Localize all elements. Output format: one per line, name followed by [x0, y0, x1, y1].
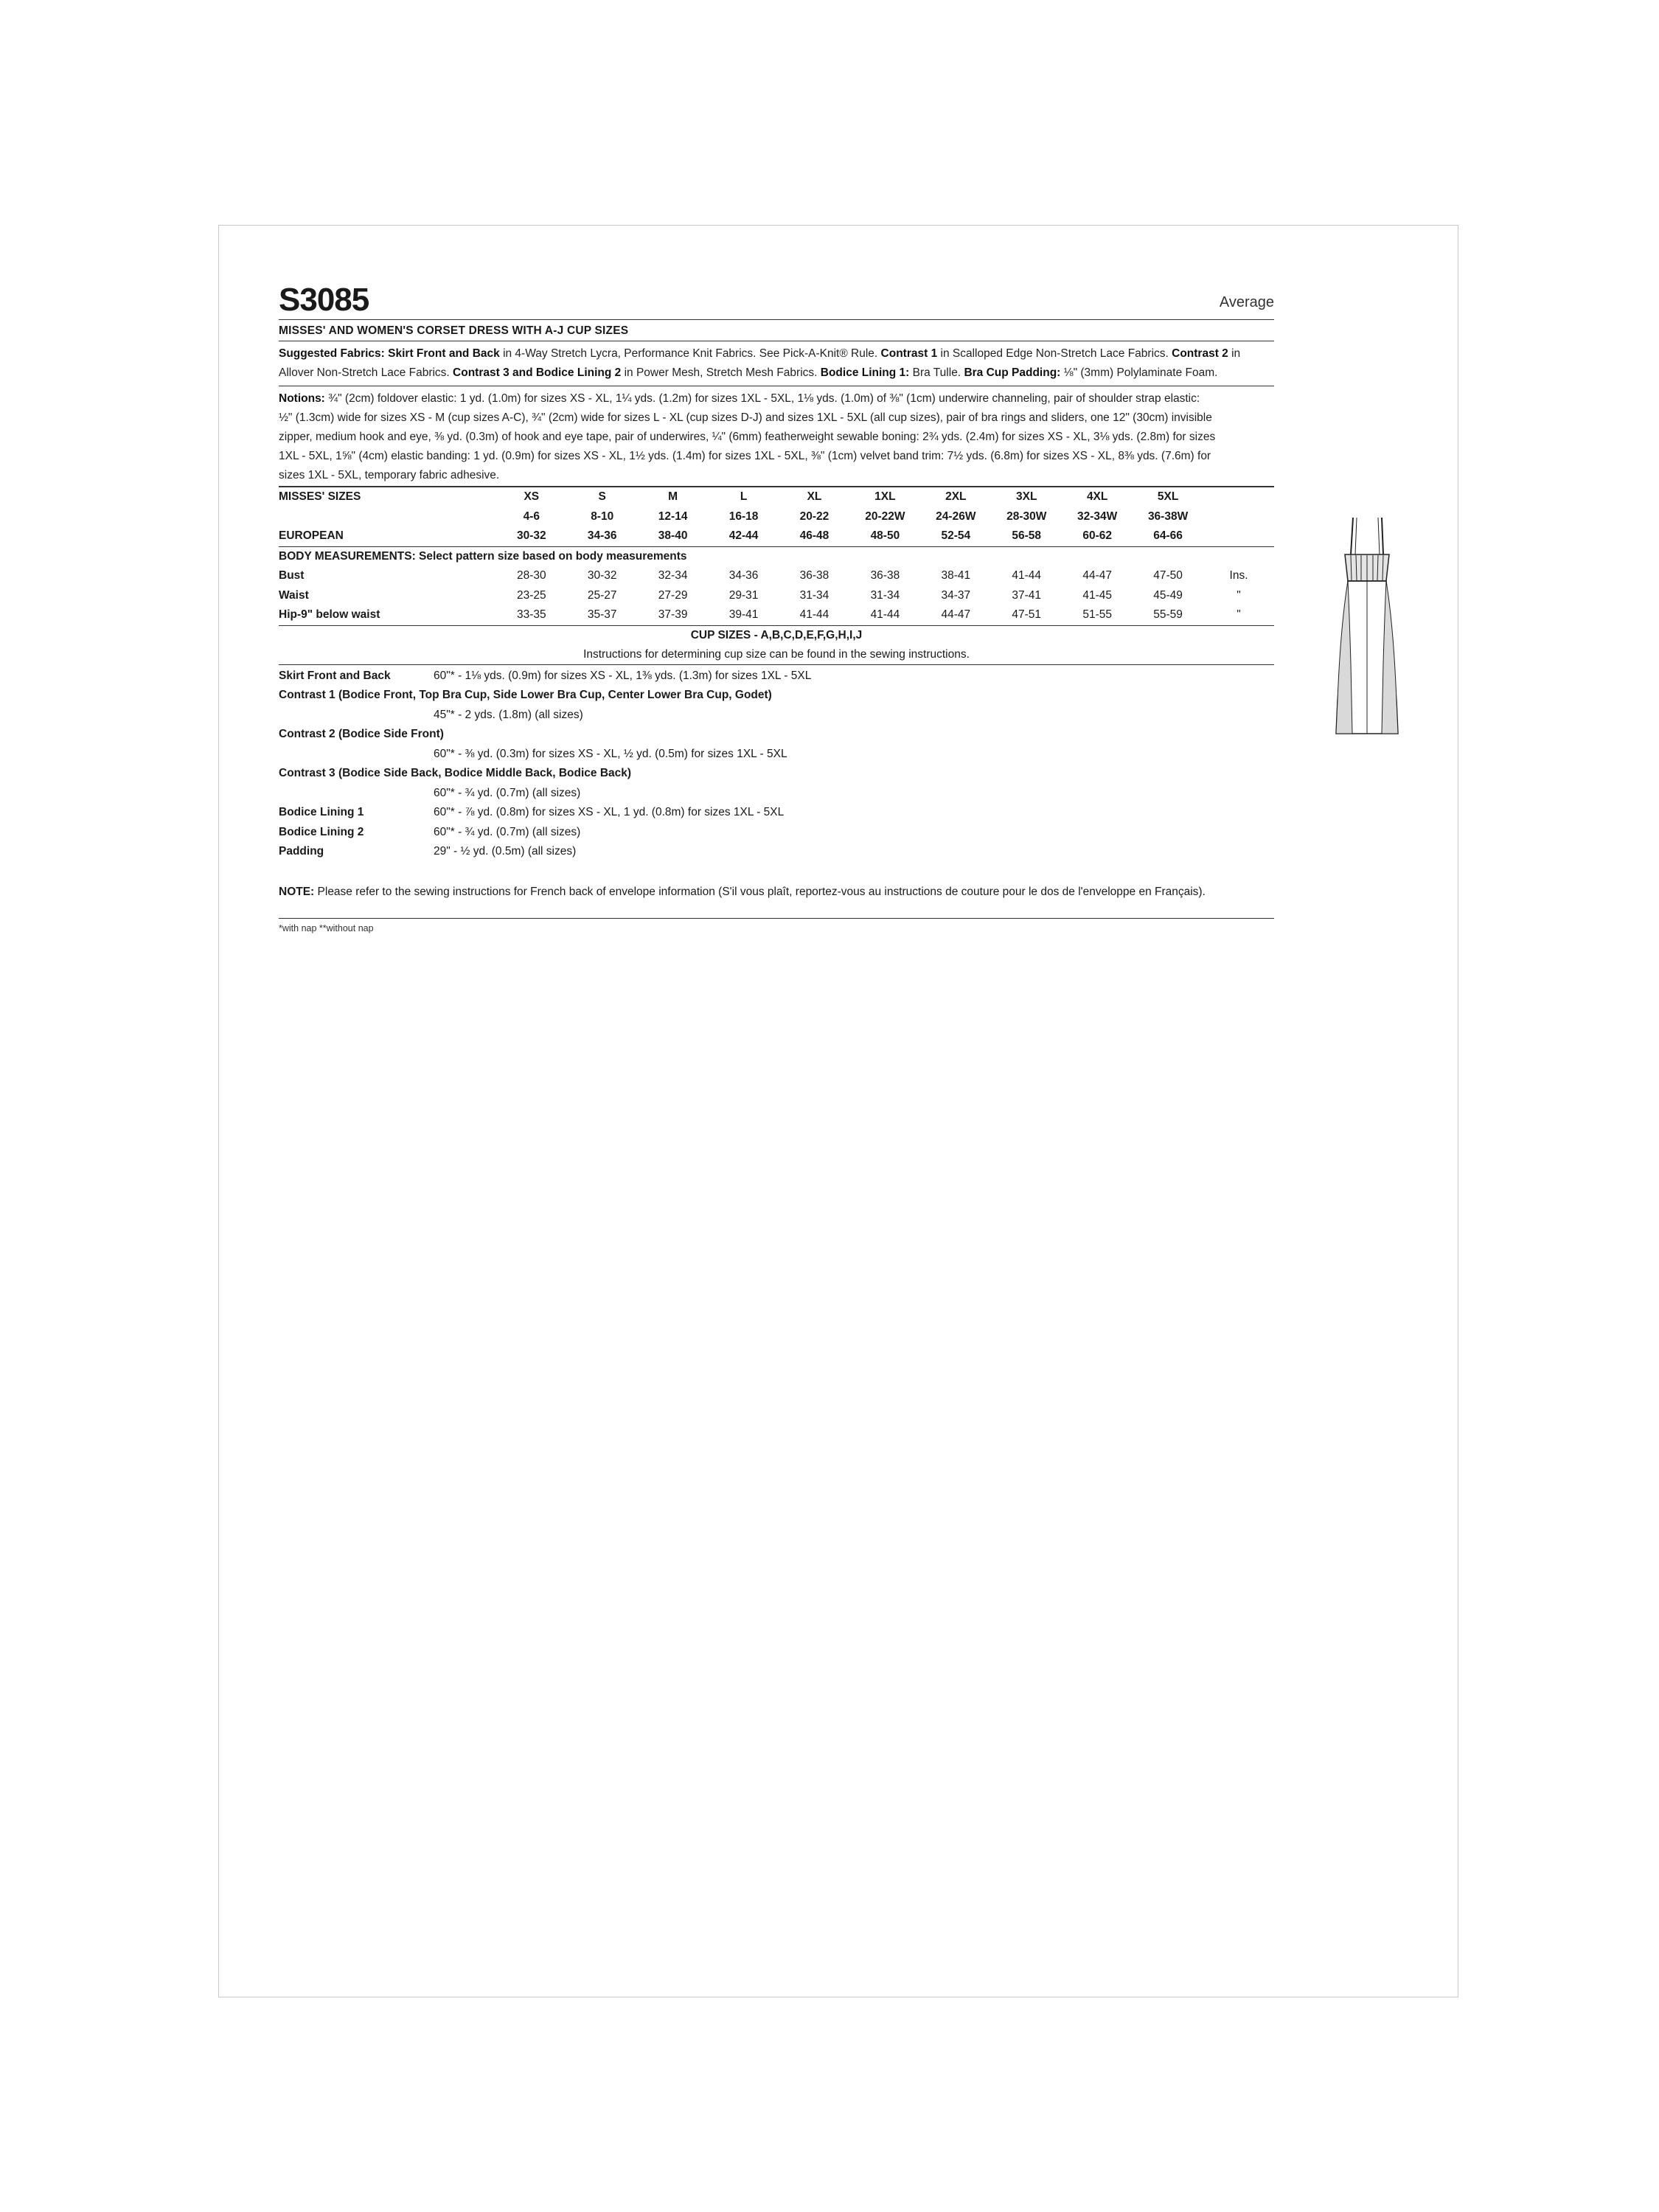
measurement-cell: 47-50: [1153, 569, 1183, 582]
size-cell: S: [567, 487, 638, 507]
fabric-padding-text: ⅛" (3mm) Polylaminate Foam.: [1063, 366, 1218, 379]
measurement-cell: 23-25: [516, 588, 546, 602]
size-cell: 4-6: [523, 509, 540, 523]
size-cell: XS: [496, 487, 567, 507]
yardage-value: 60"* - ⅜ yd. (0.3m) for sizes XS - XL, ½ yd. (0.5m) for sizes 1XL - 5XL: [434, 747, 787, 760]
right-strap-edge: [1378, 518, 1380, 554]
size-row-letters: [279, 487, 1274, 507]
notions-label: Notions:: [279, 392, 325, 405]
notions-line: sizes 1XL - 5XL, temporary fabric adhesive.: [279, 469, 500, 481]
measurement-cell: 36-38: [870, 569, 900, 582]
yardage-row: [279, 745, 1274, 765]
fabric-contrast2-label: Contrast 2: [1172, 347, 1228, 360]
size-cell: 42-44: [709, 526, 779, 546]
measurement-cell: 33-35: [496, 605, 567, 625]
yardage-value: 29" - ½ yd. (0.5m) (all sizes): [434, 845, 577, 858]
size-cell: 60-62: [1062, 526, 1133, 546]
fabric-skirt-text: in 4-Way Stretch Lycra, Performance Knit Fabrics. See Pick-A-Knit® Rule.: [503, 347, 878, 360]
size-row-european: [279, 526, 1274, 546]
measurement-cell: 39-41: [709, 605, 779, 625]
yardage-label: Contrast 3 (Bodice Side Back, Bodice Middle Back, Bodice Back): [279, 767, 632, 779]
cup-sizes-title: CUP SIZES - A,B,C,D,E,F,G,H,I,J: [690, 628, 863, 641]
size-cell: 5XL: [1133, 487, 1203, 507]
measurement-cell: 30-32: [587, 569, 617, 582]
blank-cell: [1203, 526, 1274, 546]
size-cell: 4XL: [1062, 487, 1133, 507]
notions-text: ¾" (2cm) foldover elastic: 1 yd. (1.0m) for sizes XS - XL, 1¼ yds. (1.2m) for sizes 1XL - 5XL, 1⅛ yds. (1.0m) of ⅜" (1cm) underwire channeling, pair of shoulder strap elastic:: [328, 392, 1200, 405]
blank-cell: [1203, 487, 1274, 507]
fabric-lining1-label: Bodice Lining 1:: [820, 366, 910, 379]
measurement-label: Bust: [279, 569, 305, 582]
measurement-unit: Ins.: [1229, 569, 1248, 582]
size-cell: 52-54: [920, 526, 991, 546]
size-cell: 2XL: [920, 487, 991, 507]
measurement-cell: 47-51: [991, 605, 1062, 625]
size-row-numbers: [279, 507, 1274, 527]
yardage-value: 60"* - ¾ yd. (0.7m) (all sizes): [434, 786, 581, 799]
measurement-row: [279, 566, 1274, 586]
blank-cell: [1203, 507, 1274, 527]
size-cell: 8-10: [591, 509, 614, 523]
measurement-cell: 25-27: [587, 588, 617, 602]
notions-line: 1XL - 5XL, 1⅝" (4cm) elastic banding: 1 yd. (0.9m) for sizes XS - XL, 1½ yds. (1.4m) for sizes 1XL - 5XL, ⅜" (1cm) velvet band trim: 7½ yds. (6.8m) for sizes XS - XL, 8⅜ yds. (7.6m) for: [279, 450, 1211, 462]
measurement-cell: 31-34: [799, 588, 830, 602]
measurement-cell: 34-36: [728, 569, 759, 582]
note-text: Please refer to the sewing instructions for French back of envelope information (S'il vous plaît, reportez-vous au instructions de couture pour le dos de l'enveloppe en Français).: [317, 885, 1206, 898]
measurement-cell: 27-29: [658, 588, 688, 602]
measurement-row: [279, 605, 1274, 625]
yardage-row: [279, 706, 1274, 726]
size-cell: 48-50: [849, 526, 920, 546]
yardage-label: Contrast 1 (Bodice Front, Top Bra Cup, Side Lower Bra Cup, Center Lower Bra Cup, Godet): [279, 689, 772, 701]
measurement-cell: 45-49: [1153, 588, 1183, 602]
yardage-label: Bodice Lining 2: [279, 825, 364, 838]
size-cell: XL: [779, 487, 850, 507]
measurement-cell: 41-45: [1082, 588, 1112, 602]
yardage-row: [279, 842, 1274, 862]
measurement-cell: 55-59: [1133, 605, 1203, 625]
corset-dress-illustration: [1333, 516, 1401, 737]
fabric-skirt-label: Skirt Front and Back: [388, 347, 500, 360]
measurement-unit: ": [1237, 588, 1241, 602]
measurement-cell: 37-41: [1012, 588, 1042, 602]
body-measurements-row: [279, 546, 1274, 566]
yardage-label: Skirt Front and Back: [279, 669, 391, 682]
measurement-cell: 28-30: [516, 569, 546, 582]
yardage-label: Bodice Lining 1: [279, 806, 364, 818]
size-cell: 36-38W: [1147, 509, 1189, 523]
measurement-cell: 37-39: [638, 605, 709, 625]
suggested-fabrics: [279, 341, 1274, 386]
yardage-value: 60"* - ⅞ yd. (0.8m) for sizes XS - XL, 1 yd. (0.8m) for sizes 1XL - 5XL: [434, 806, 785, 818]
header: [279, 282, 1274, 320]
size-row-label: MISSES' SIZES: [279, 487, 496, 507]
measurement-row: [279, 586, 1274, 606]
size-row-label: EUROPEAN: [279, 526, 496, 546]
yardage-value: 60"* - ¾ yd. (0.7m) (all sizes): [434, 825, 581, 838]
pattern-title: MISSES' AND WOMEN'S CORSET DRESS WITH A-J CUP SIZES: [279, 320, 1274, 341]
measurement-cell: 32-34: [658, 569, 688, 582]
size-cell: 56-58: [991, 526, 1062, 546]
size-cell: 30-32: [496, 526, 567, 546]
size-cell: L: [709, 487, 779, 507]
measurement-cell: 38-41: [941, 569, 971, 582]
measurement-label: Waist: [279, 588, 309, 602]
yardage-row: [279, 784, 1274, 804]
yardage-row: [279, 686, 1274, 706]
fabric-contrast2-text: in Allover Non-Stretch Lace Fabrics.: [279, 347, 1241, 379]
size-cell: 64-66: [1133, 526, 1203, 546]
note: [279, 883, 1274, 919]
size-cell: 20-22: [799, 509, 830, 523]
measurement-cell: 41-44: [779, 605, 850, 625]
size-row-label: [279, 507, 496, 527]
size-cell: 3XL: [991, 487, 1062, 507]
measurement-cell: 44-47: [1082, 569, 1112, 582]
yardage-value: 60"* - 1⅛ yds. (0.9m) for sizes XS - XL, 1⅜ yds. (1.3m) for sizes 1XL - 5XL: [434, 669, 812, 682]
fabric-lining1-text: Bra Tulle.: [912, 366, 961, 379]
size-cell: 16-18: [728, 509, 759, 523]
size-cell: 46-48: [779, 526, 850, 546]
size-cell: 34-36: [567, 526, 638, 546]
yardage-row: [279, 803, 1274, 823]
measurement-cell: 34-37: [941, 588, 971, 602]
fabric-contrast1-text: in Scalloped Edge Non-Stretch Lace Fabrics.: [940, 347, 1169, 360]
notions: [279, 386, 1274, 487]
fabrics-label: Suggested Fabrics:: [279, 347, 385, 360]
notions-line: [279, 389, 1274, 408]
measurement-cell: 31-34: [870, 588, 900, 602]
fabric-contrast3-label: Contrast 3 and Bodice Lining 2: [453, 366, 622, 379]
right-strap: [1382, 518, 1383, 554]
fabric-contrast1-label: Contrast 1: [880, 347, 938, 360]
measurement-cell: 36-38: [799, 569, 830, 582]
size-cell: 32-34W: [1077, 509, 1118, 523]
notions-line: zipper, medium hook and eye, ⅜ yd. (0.3m) of hook and eye tape, pair of underwires, ¼" (6mm) featherweight sewable boning: 2¾ yds. (2.4m) for sizes XS - XL, 3⅛ yds. (2.8m) for sizes: [279, 431, 1216, 443]
measurement-cell: 35-37: [567, 605, 638, 625]
cup-sizes-instructions: Instructions for determining cup size can be found in the sewing instructions.: [279, 645, 1274, 665]
size-cell: M: [638, 487, 709, 507]
left-strap-edge: [1355, 518, 1357, 554]
yardage-label: Padding: [279, 845, 324, 858]
size-cell: 1XL: [849, 487, 920, 507]
body-measurements-label: BODY MEASUREMENTS: Select pattern size based on body measurements: [279, 549, 687, 563]
fabric-padding-label: Bra Cup Padding:: [964, 366, 1061, 379]
pattern-number: S3085: [279, 282, 369, 318]
envelope-content: [279, 282, 1274, 933]
size-cell: 38-40: [638, 526, 709, 546]
yardage-row: [279, 823, 1274, 843]
measurement-cell: 44-47: [920, 605, 991, 625]
left-strap: [1351, 518, 1353, 554]
size-cell: 28-30W: [1006, 509, 1047, 523]
measurement-cell: 51-55: [1062, 605, 1133, 625]
yardage-label: Contrast 2 (Bodice Side Front): [279, 728, 444, 740]
yardage-row: [279, 764, 1274, 784]
nap-footnote: *with nap **without nap: [279, 922, 374, 933]
measurement-label: Hip-9" below waist: [279, 605, 496, 625]
size-cell: 12-14: [658, 509, 688, 523]
yardage-chart: [279, 667, 1274, 862]
note-label: NOTE:: [279, 885, 315, 898]
yardage-value: 45"* - 2 yds. (1.8m) (all sizes): [434, 708, 583, 721]
measurement-cell: 41-44: [849, 605, 920, 625]
measurement-cell: 29-31: [728, 588, 759, 602]
measurement-unit: ": [1203, 605, 1274, 625]
size-chart: [279, 487, 1274, 626]
notions-line: ½" (1.3cm) wide for sizes XS - M (cup sizes A-C), ¾" (2cm) wide for sizes L - XL (cup sizes D-J) and sizes 1XL - 5XL (all cup sizes), pair of bra rings and sliders, one 12" (30cm) invisible: [279, 411, 1212, 424]
fabric-contrast3-text: in Power Mesh, Stretch Mesh Fabrics.: [624, 366, 818, 379]
yardage-row: [279, 725, 1274, 745]
difficulty-level: Average: [1219, 294, 1274, 310]
size-cell: 24-26W: [936, 509, 976, 523]
size-cell: 20-22W: [865, 509, 905, 523]
measurement-cell: 41-44: [1012, 569, 1042, 582]
yardage-row: [279, 667, 1274, 686]
